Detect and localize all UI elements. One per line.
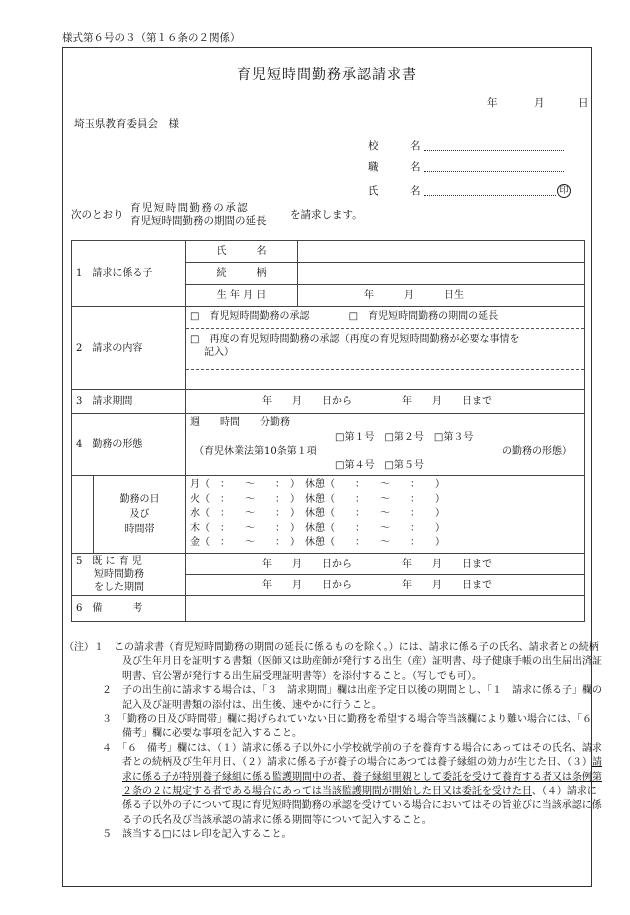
period-section-label: 3 請求期間 — [72, 390, 186, 414]
note-4-a: ４ 「６ 備考」欄には、（１）請求に係る子以外に小学校就学前の子を養育する場合にあってはその氏名、請求者との続柄及び生年月日、（２）請求に係る子が養子の場合にあつては養子縁組の効力が生じた日、（３） — [102, 742, 602, 769]
opt-approval-checkbox[interactable]: □ 育児短時間勤務の承認 — [190, 311, 310, 322]
child-section-label: 1 請求に係る子 — [72, 241, 186, 307]
child-name-field[interactable] — [298, 241, 585, 263]
position-field[interactable] — [424, 171, 564, 172]
days-label-line3: 時間帯 — [124, 524, 155, 535]
indent-cell — [72, 476, 94, 554]
seal-mark: 印 — [557, 184, 571, 198]
days-label-line1: 勤務の日 — [119, 494, 160, 505]
remarks-field[interactable] — [186, 596, 585, 622]
request-option-approval: 育児短時間勤務の承認 — [130, 202, 249, 214]
child-birth-label: 生 年 月 日 — [186, 285, 298, 307]
past-period-row-2[interactable]: 年 月 日から 年 月 日まで — [186, 575, 585, 596]
request-option-extension: 育児短時間勤務の期間の延長 — [130, 215, 267, 227]
opt-repeat-checkbox[interactable]: □ 再度の育児短時間勤務の承認（再度の育児短時間勤務が必要な事情を — [190, 334, 520, 345]
date-month: 月 — [534, 97, 545, 109]
opt-repeat-note: 記入） — [204, 347, 234, 358]
type-options-1-3[interactable]: □第１号 □第２号 □第３号 — [335, 431, 474, 443]
child-relation-field[interactable] — [298, 263, 585, 285]
note-5: ５ 該当する□にはレ印を記入すること。 — [102, 829, 292, 841]
work-form-label: 4 勤務の形態 — [72, 414, 186, 476]
date-year: 年 — [487, 97, 498, 109]
request-suffix: を請求します。 — [290, 209, 363, 221]
day-row-mon[interactable]: 月（ ： ～ ： ） 休憩（ ： ～ ： ） — [190, 479, 445, 491]
weekly-hours[interactable]: 週 時間 分勤務 — [190, 417, 290, 428]
type-options-4-5[interactable]: □第４号 □第５号 — [335, 460, 424, 471]
addressee: 埼玉県教育委員会 様 — [74, 118, 179, 130]
note-1-head: （注）１ — [64, 642, 114, 653]
reason-divider — [186, 369, 584, 370]
opt-extension-checkbox[interactable]: □ 育児短時間勤務の期間の延長 — [348, 311, 499, 322]
law-reference: （育児休業法第10条第１項 — [194, 446, 317, 457]
note-1-text: この請求書（育児短時間勤務の期間の延長に係るものを除く。）には、請求に係る子の氏名、請求者との続柄及び生年月日を証明する書類（医師又は助産師が発行する出生（産）証明書、母子健康手帳の出生届出済証明書、官公署が発行する出生届受理証明書等）を添付すること。（写しでも可）。 — [114, 642, 602, 682]
law-reference-suffix: の勤務の形態） — [502, 446, 572, 457]
day-row-wed[interactable]: 水（ ： ～ ： ） 休憩（ ： ～ ： ） — [190, 508, 445, 520]
child-birth-field[interactable]: 年 月 日生 — [298, 285, 585, 307]
past-label-line2: 短時間勤務 — [94, 569, 144, 580]
past-period-label — [72, 554, 186, 596]
note-4 — [64, 742, 604, 828]
school-field[interactable] — [424, 150, 564, 151]
request-form-table — [71, 240, 585, 622]
past-period-row-1[interactable]: 年 月 日から 年 月 日まで — [186, 554, 585, 575]
day-row-tue[interactable]: 火（ ： ～ ： ） 休憩（ ： ～ ： ） — [190, 493, 445, 505]
content-section-label: 2 請求の内容 — [72, 307, 186, 390]
date-day: 日 — [578, 97, 589, 109]
note-4-underlined: 請求に係る子が特別養子縁組に係る監護期間中の者、養子縁組里親として委託を受けて養育する者又は条例第２条の２に規定する者である場合にあっては当該監護期間が開始した日又は委託を受けた日 — [122, 757, 602, 798]
page-title: 育児短時間勤務承認請求書 — [237, 67, 417, 83]
day-row-fri[interactable]: 金（ ： ～ ： ） 休憩（ ： ～ ： ） — [190, 537, 445, 549]
note-1 — [64, 641, 604, 684]
past-label-line3: をした期間 — [94, 582, 144, 593]
work-form-options — [186, 414, 585, 476]
day-row-thu[interactable]: 木（ ： ～ ： ） 休憩（ ： ～ ： ） — [190, 522, 445, 534]
note-3: ３ 「勤務の日及び時間帯」欄に掲げられていない日に勤務を希望する場合等当該欄により難い場合には、「６ 備考」欄に必要な事項を記入すること。 — [102, 714, 602, 740]
school-label: 校 名 — [368, 140, 421, 152]
child-name-label: 氏 名 — [186, 241, 298, 263]
work-days-schedule — [186, 476, 585, 554]
applicant-name-field[interactable] — [424, 195, 556, 196]
child-relation-label: 続 柄 — [186, 263, 298, 285]
note-2: ２ 子の出生前に請求する場合は、「３ 請求期間」欄は出産予定日以後の期間とし、「１ 請求に係る子」欄の記入及び証明書類の添付は、出生後、速やかに行うこと。 — [102, 685, 602, 711]
content-options — [186, 307, 585, 390]
work-days-label — [94, 476, 186, 554]
request-prefix: 次のとおり — [71, 209, 124, 221]
remarks-label: 6 備 考 — [72, 596, 186, 622]
name-label: 氏 名 — [368, 185, 421, 197]
position-label: 職 名 — [368, 161, 421, 173]
days-label-line2: 及び — [129, 509, 150, 520]
past-label-line1: 5 既 に 育 児 — [76, 556, 142, 567]
notes-section — [64, 641, 604, 843]
form-number: 様式第６号の３（第１６条の２関係） — [62, 32, 241, 44]
request-period-field[interactable]: 年 月 日から 年 月 日まで — [186, 390, 585, 414]
note-4-b: 、（４）請求に係る子以外の子について現に育児短時間勤務の承認を受けている場合においてはその旨並びに当該承認に係る子の氏名及び当該承認の請求に係る期間等について記入すること。 — [122, 786, 602, 826]
